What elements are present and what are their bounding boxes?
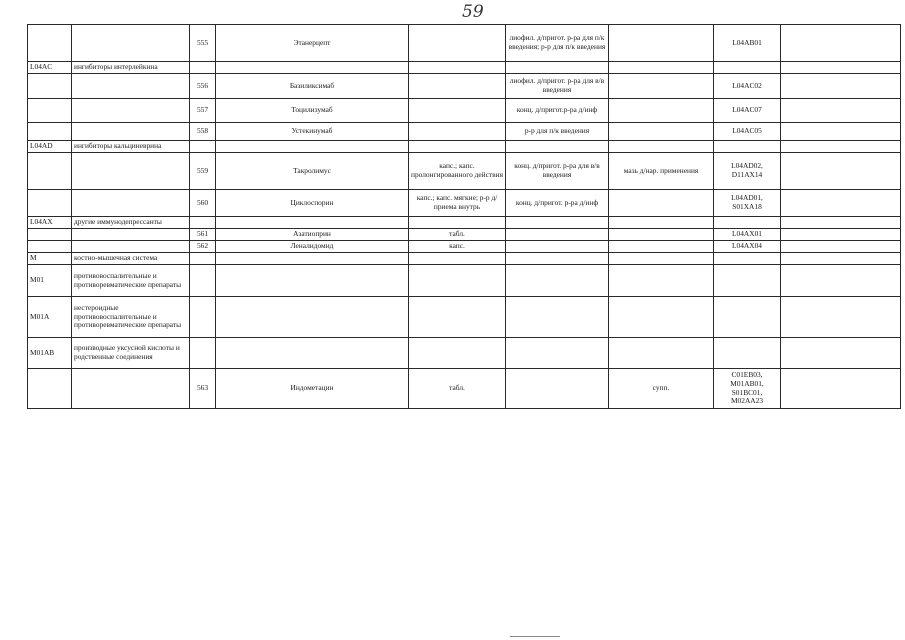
drug-name: Этанерцепт — [216, 25, 409, 62]
atc-group-code — [28, 99, 72, 123]
atc-group-name — [72, 241, 190, 253]
atc-group-name: нестероидные противовоспалительные и противоревматические препараты — [72, 297, 190, 338]
oral-form: капс.; капс. мягкие; р-р д/приема внутрь — [409, 190, 506, 217]
oral-form — [409, 74, 506, 99]
atc-group-code: M01 — [28, 265, 72, 297]
atc-code: L04AD02, D11AX14 — [714, 153, 781, 190]
empty-cell — [781, 25, 901, 62]
table-row — [28, 190, 901, 217]
row-number: 559 — [190, 153, 216, 190]
atc-code — [714, 62, 781, 74]
other-form: мазь д/нар. применения — [609, 153, 714, 190]
empty-cell — [781, 190, 901, 217]
other-form — [609, 265, 714, 297]
oral-form: табл. — [409, 229, 506, 241]
empty-cell — [781, 99, 901, 123]
injection-form — [506, 229, 609, 241]
empty-cell — [781, 217, 901, 229]
empty-cell — [781, 369, 901, 409]
row-number — [190, 265, 216, 297]
drug-name: Тоцилизумаб — [216, 99, 409, 123]
atc-code: L04AX01 — [714, 229, 781, 241]
atc-code: L04AB01 — [714, 25, 781, 62]
atc-group-name — [72, 123, 190, 141]
other-form — [609, 74, 714, 99]
drug-name — [216, 297, 409, 338]
other-form — [609, 217, 714, 229]
drug-name: Азатиоприн — [216, 229, 409, 241]
empty-cell — [781, 241, 901, 253]
atc-group-name — [72, 74, 190, 99]
atc-group-name: другие иммунодепрессанты — [72, 217, 190, 229]
atc-group-code: M — [28, 253, 72, 265]
atc-group-code — [28, 74, 72, 99]
atc-code: L04AC05 — [714, 123, 781, 141]
page-number: 59 — [462, 2, 484, 22]
drug-name — [216, 253, 409, 265]
injection-form: конц. д/пригот.р-ра д/инф — [506, 99, 609, 123]
injection-form — [506, 265, 609, 297]
atc-group-code — [28, 369, 72, 409]
row-number: 555 — [190, 25, 216, 62]
other-form — [609, 99, 714, 123]
table-row — [28, 297, 901, 338]
atc-group-code — [28, 229, 72, 241]
injection-form — [506, 297, 609, 338]
atc-code — [714, 297, 781, 338]
table-row — [28, 153, 901, 190]
row-number: 563 — [190, 369, 216, 409]
drug-name: Такролимус — [216, 153, 409, 190]
other-form — [609, 25, 714, 62]
injection-form — [506, 141, 609, 153]
drug-name — [216, 265, 409, 297]
table-row — [28, 74, 901, 99]
oral-form — [409, 25, 506, 62]
row-number: 561 — [190, 229, 216, 241]
atc-group-code — [28, 25, 72, 62]
drug-name: Леналидомид — [216, 241, 409, 253]
empty-cell — [781, 62, 901, 74]
drug-name: Устекинумаб — [216, 123, 409, 141]
other-form — [609, 62, 714, 74]
atc-group-name — [72, 99, 190, 123]
drug-name: Циклоспорин — [216, 190, 409, 217]
drug-name: Индометацин — [216, 369, 409, 409]
injection-form — [506, 217, 609, 229]
atc-group-name — [72, 229, 190, 241]
atc-group-code: M01AB — [28, 338, 72, 369]
oral-form: капс.; капс. пролонгированного действия — [409, 153, 506, 190]
row-number — [190, 62, 216, 74]
atc-group-name — [72, 190, 190, 217]
footer-line — [510, 636, 560, 637]
atc-group-code: M01A — [28, 297, 72, 338]
atc-group-name: костно-мышечная система — [72, 253, 190, 265]
other-form — [609, 338, 714, 369]
atc-group-code — [28, 241, 72, 253]
row-number: 556 — [190, 74, 216, 99]
atc-code: L04AC07 — [714, 99, 781, 123]
atc-group-name — [72, 153, 190, 190]
empty-cell — [781, 253, 901, 265]
empty-cell — [781, 297, 901, 338]
table-row — [28, 265, 901, 297]
oral-form: капс. — [409, 241, 506, 253]
injection-form: лиофил. д/пригот. р-ра для п/к введения; р-р для п/к введения — [506, 25, 609, 62]
empty-cell — [781, 338, 901, 369]
drug-name — [216, 141, 409, 153]
atc-group-name: ингибиторы интерлейкина — [72, 62, 190, 74]
table-row — [28, 123, 901, 141]
oral-form — [409, 217, 506, 229]
table-row — [28, 338, 901, 369]
injection-form — [506, 253, 609, 265]
atc-code: L04AD01, S01XA18 — [714, 190, 781, 217]
empty-cell — [781, 265, 901, 297]
atc-code: C01EB03, M01AB01, S01BC01, M02AA23 — [714, 369, 781, 409]
table-row — [28, 62, 901, 74]
row-number: 558 — [190, 123, 216, 141]
atc-code: L04AX04 — [714, 241, 781, 253]
row-number — [190, 253, 216, 265]
atc-code — [714, 141, 781, 153]
injection-form: р-р для п/к введения — [506, 123, 609, 141]
atc-code — [714, 253, 781, 265]
drug-table — [27, 24, 901, 409]
atc-group-name: производные уксусной кислоты и родственные соединения — [72, 338, 190, 369]
empty-cell — [781, 141, 901, 153]
row-number — [190, 297, 216, 338]
atc-code: L04AC02 — [714, 74, 781, 99]
drug-name — [216, 338, 409, 369]
injection-form — [506, 369, 609, 409]
row-number: 560 — [190, 190, 216, 217]
other-form — [609, 241, 714, 253]
other-form — [609, 141, 714, 153]
injection-form: лиофил. д/пригот. р-ра для в/в введения — [506, 74, 609, 99]
table-row — [28, 229, 901, 241]
atc-group-name: противовоспалительные и противоревматические препараты — [72, 265, 190, 297]
table-row — [28, 369, 901, 409]
other-form — [609, 229, 714, 241]
drug-name: Базиликсимаб — [216, 74, 409, 99]
atc-group-code: L04AD — [28, 141, 72, 153]
row-number — [190, 141, 216, 153]
oral-form — [409, 123, 506, 141]
empty-cell — [781, 229, 901, 241]
atc-group-code — [28, 123, 72, 141]
oral-form — [409, 253, 506, 265]
oral-form — [409, 297, 506, 338]
atc-code — [714, 265, 781, 297]
table-row — [28, 141, 901, 153]
other-form — [609, 297, 714, 338]
empty-cell — [781, 74, 901, 99]
other-form: супп. — [609, 369, 714, 409]
other-form — [609, 190, 714, 217]
atc-code — [714, 217, 781, 229]
empty-cell — [781, 123, 901, 141]
atc-group-code: L04AX — [28, 217, 72, 229]
oral-form — [409, 265, 506, 297]
table-row — [28, 253, 901, 265]
injection-form — [506, 62, 609, 74]
table-row — [28, 217, 901, 229]
empty-cell — [781, 153, 901, 190]
atc-group-name — [72, 25, 190, 62]
table-row — [28, 25, 901, 62]
injection-form — [506, 338, 609, 369]
oral-form: табл. — [409, 369, 506, 409]
atc-group-code — [28, 190, 72, 217]
table-row — [28, 99, 901, 123]
atc-group-name: ингибиторы кальциневрина — [72, 141, 190, 153]
row-number — [190, 338, 216, 369]
row-number: 557 — [190, 99, 216, 123]
row-number — [190, 217, 216, 229]
other-form — [609, 253, 714, 265]
oral-form — [409, 62, 506, 74]
table-row — [28, 241, 901, 253]
oral-form — [409, 338, 506, 369]
injection-form: конц. д/пригот. р-ра д/инф — [506, 190, 609, 217]
injection-form — [506, 241, 609, 253]
drug-name — [216, 217, 409, 229]
drug-name — [216, 62, 409, 74]
atc-group-code — [28, 153, 72, 190]
oral-form — [409, 99, 506, 123]
other-form — [609, 123, 714, 141]
atc-code — [714, 338, 781, 369]
row-number: 562 — [190, 241, 216, 253]
atc-group-code: L04AC — [28, 62, 72, 74]
oral-form — [409, 141, 506, 153]
injection-form: конц. д/пригот. р-ра для в/в введения — [506, 153, 609, 190]
atc-group-name — [72, 369, 190, 409]
